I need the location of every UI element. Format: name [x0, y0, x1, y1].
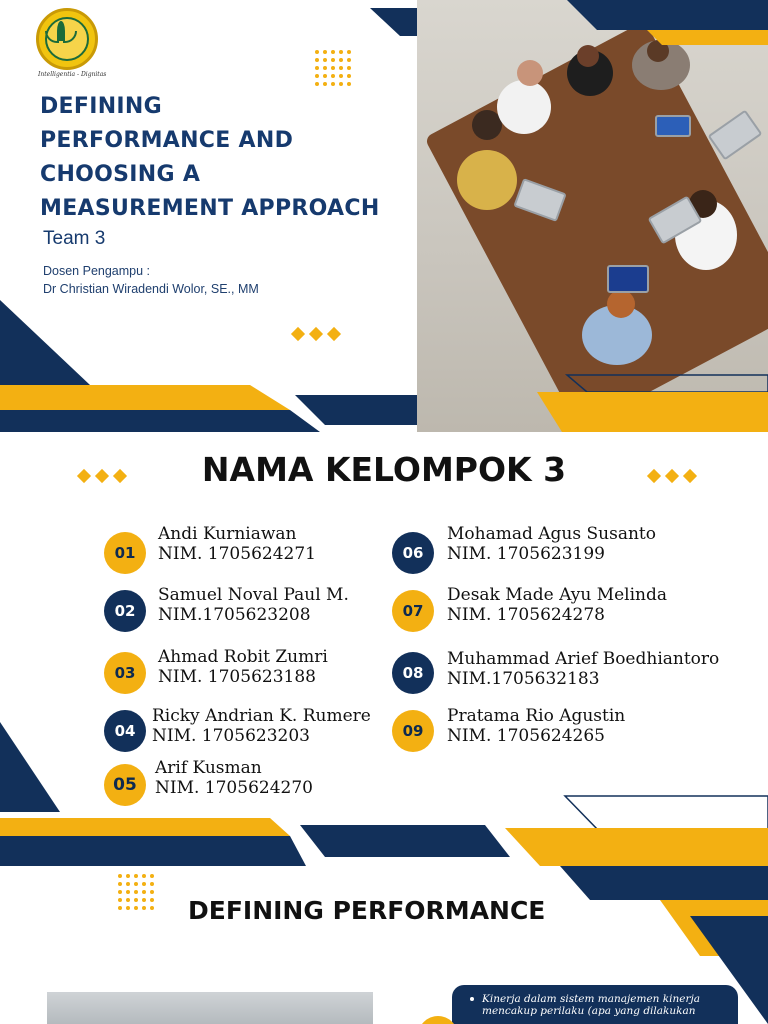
title-line: DEFINING: [40, 94, 162, 119]
member-name: Andi Kurniawan: [158, 524, 297, 544]
member-nim: NIM. 1705624265: [447, 726, 605, 746]
bullet-icon: [470, 997, 474, 1001]
member-name: Ahmad Robit Zumri: [158, 647, 328, 667]
member-number: 05: [104, 764, 146, 806]
defining-performance-section: [0, 866, 768, 1024]
member-nim: NIM. 1705623188: [158, 667, 316, 687]
office-photo: [47, 992, 373, 1024]
members-title: NAMA KELOMPOK 3: [201, 450, 567, 489]
member-nim: NIM. 1705623199: [447, 544, 605, 564]
member-number: 01: [104, 532, 146, 574]
title-line: PERFORMANCE AND: [40, 128, 294, 153]
member-name: Desak Made Ayu Melinda: [447, 585, 667, 605]
member-number: 08: [392, 652, 434, 694]
definition-card: [452, 985, 738, 1024]
definition-text: mencakup perilaku (apa yang dilakukan: [482, 1005, 696, 1017]
member-name: Mohamad Agus Susanto: [447, 524, 656, 544]
cover-section: [0, 0, 768, 432]
member-nim: NIM. 1705624271: [158, 544, 316, 564]
team-label: Team 3: [43, 228, 106, 249]
section-title: DEFINING PERFORMANCE: [188, 896, 546, 925]
member-name: Pratama Rio Agustin: [447, 706, 626, 726]
member-number: 04: [104, 710, 146, 752]
member-nim: NIM.1705632183: [447, 669, 600, 689]
member-name: Ricky Andrian K. Rumere: [152, 706, 371, 726]
team-meeting-photo: [417, 0, 768, 432]
definition-text: Kinerja dalam sistem manajemen kinerja: [482, 993, 701, 1005]
title-line: CHOOSING A: [40, 162, 201, 187]
member-nim: NIM. 1705624278: [447, 605, 605, 625]
lecturer-label: Dosen Pengampu :: [43, 264, 151, 278]
title-line: MEASUREMENT APPROACH: [40, 196, 380, 221]
member-nim: NIM. 1705623203: [152, 726, 310, 746]
member-name: Arif Kusman: [155, 758, 262, 778]
member-number: 02: [104, 590, 146, 632]
member-nim: NIM. 1705624270: [155, 778, 313, 798]
lecturer-name: Dr Christian Wiradendi Wolor, SE., MM: [43, 282, 259, 296]
member-name: Samuel Noval Paul M.: [158, 585, 349, 605]
members-section: [0, 432, 768, 866]
member-number: 03: [104, 652, 146, 694]
university-motto: Intelligentia - Dignitas: [38, 71, 107, 78]
decorative-shapes: [0, 432, 768, 866]
member-nim: NIM.1705623208: [158, 605, 311, 625]
member-name: Muhammad Arief Boedhiantoro: [447, 649, 720, 669]
member-number: 06: [392, 532, 434, 574]
member-number: 09: [392, 710, 434, 752]
member-number: 07: [392, 590, 434, 632]
